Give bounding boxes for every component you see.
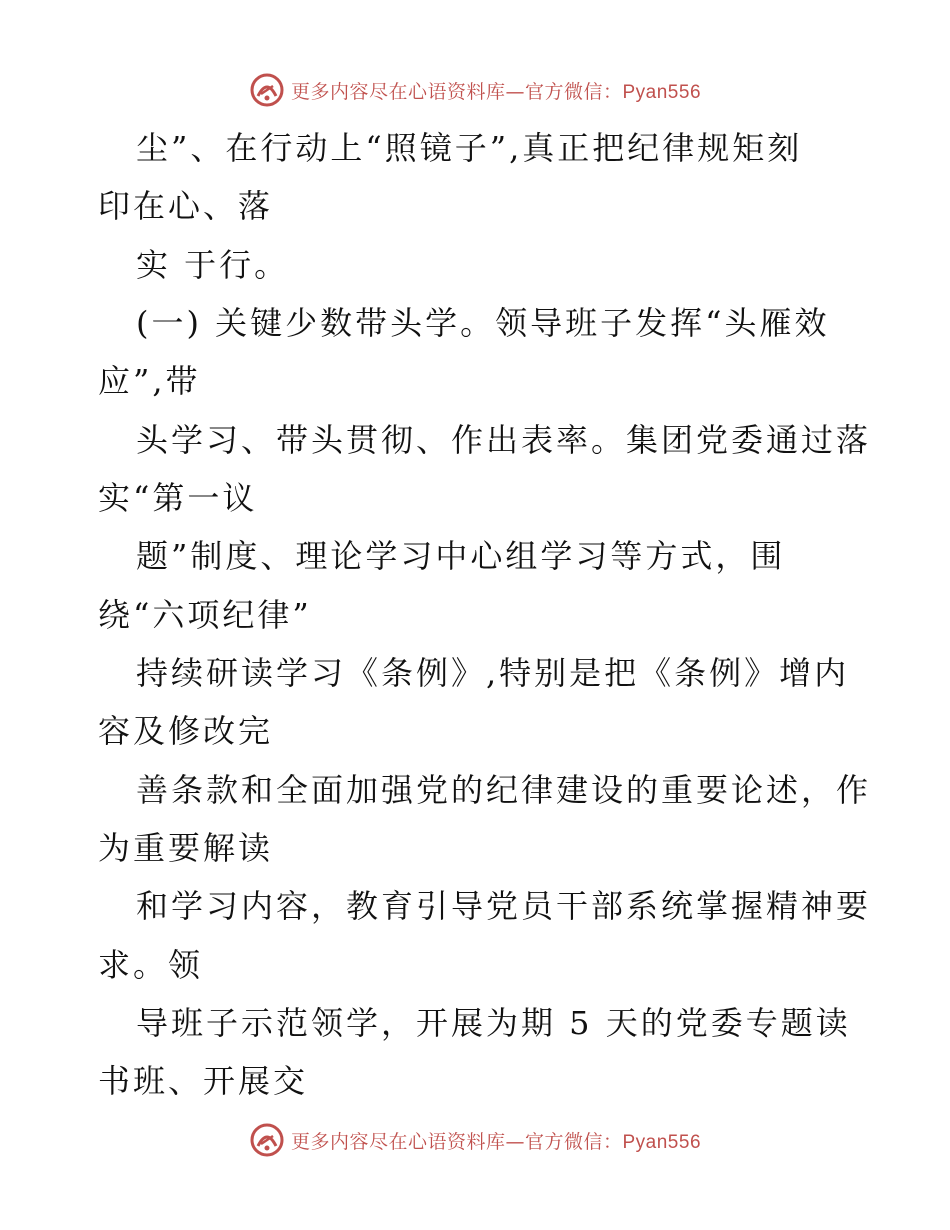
watermark-text: 更多内容尽在心语资料库—官方微信：Pyan556 bbox=[290, 1130, 702, 1153]
book-logo-icon bbox=[249, 1122, 285, 1158]
body-line: 导班子示范领学，开展为期 5 天的党委专题读 bbox=[136, 1004, 851, 1042]
body-line: 印在心、落 bbox=[98, 187, 274, 225]
body-line: 头学习、带头贯彻、作出表率。集团党委通过落 bbox=[136, 421, 872, 459]
body-line: 绕“六项纪律” bbox=[98, 596, 312, 634]
body-line: 持续研读学习《条例》,特别是把《条例》增内 bbox=[136, 654, 850, 692]
body-line: 为重要解读 bbox=[98, 829, 274, 867]
header-watermark bbox=[0, 70, 950, 110]
body-line: (一) 关键少数带头学。领导班子发挥“头雁效 bbox=[136, 304, 830, 342]
body-line: 求。领 bbox=[98, 946, 204, 984]
book-logo-icon bbox=[249, 72, 285, 108]
body-line: 实 于行。 bbox=[136, 246, 290, 284]
body-line: 尘”、在行动上“照镜子”,真正把纪律规矩刻 bbox=[136, 129, 803, 167]
body-line: 和学习内容，教育引导党员干部系统掌握精神要 bbox=[136, 887, 872, 925]
body-line: 题”制度、理论学习中心组学习等方式，围 bbox=[136, 537, 786, 575]
body-line: 实“第一议 bbox=[98, 479, 258, 517]
body-line: 应”,带 bbox=[98, 362, 201, 400]
body-line: 善条款和全面加强党的纪律建设的重要论述，作 bbox=[136, 771, 872, 809]
watermark-text: 更多内容尽在心语资料库—官方微信：Pyan556 bbox=[290, 80, 702, 103]
body-line: 书班、开展交 bbox=[98, 1062, 309, 1100]
footer-watermark bbox=[0, 1120, 950, 1160]
body-line: 容及修改完 bbox=[98, 712, 274, 750]
